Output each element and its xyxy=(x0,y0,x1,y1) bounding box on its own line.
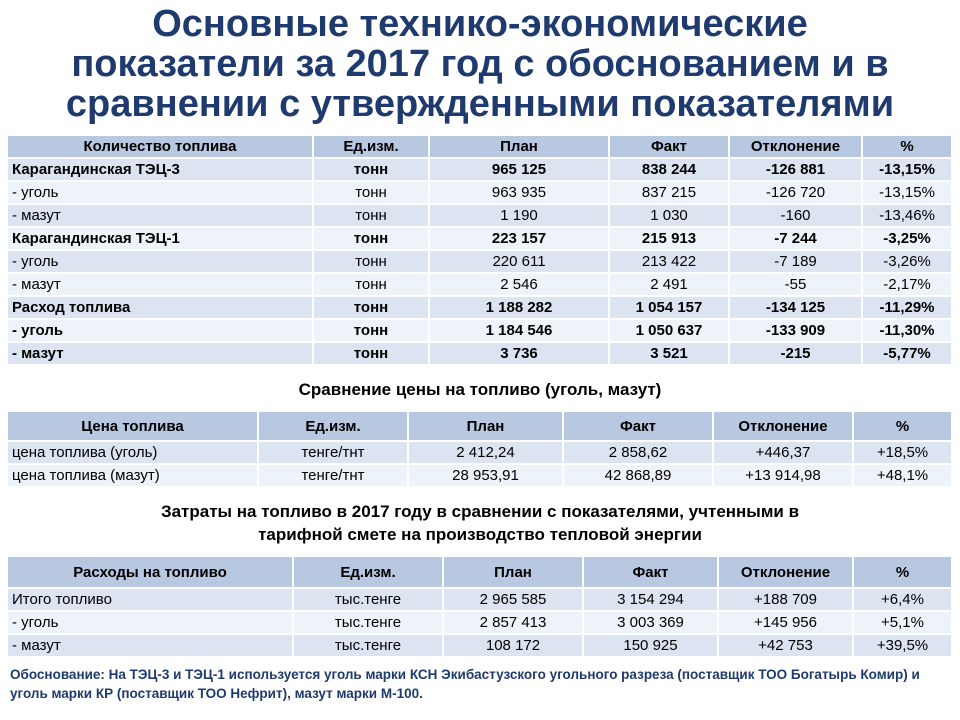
percent-cell: -11,29% xyxy=(862,296,952,319)
row-label: Итого топливо xyxy=(8,588,293,611)
header-cell: Факт xyxy=(563,412,713,441)
header-cell: Отклонение xyxy=(729,136,862,158)
table-row xyxy=(8,250,952,273)
plan-cell: 1 188 282 xyxy=(429,296,609,319)
fuel-costs-subtitle-line-2: тарифной смете на производство тепловой энергии xyxy=(258,525,702,544)
deviation-cell: -7 189 xyxy=(729,250,862,273)
row-label: - уголь xyxy=(8,611,293,634)
fuel-quantity-table xyxy=(8,136,953,366)
row-label: - мазут xyxy=(8,273,313,296)
table-row xyxy=(8,158,952,181)
unit-cell: тонн xyxy=(313,250,429,273)
table-row xyxy=(8,342,952,365)
deviation-cell: -160 xyxy=(729,204,862,227)
justification-note: Обоснование: На ТЭЦ-3 и ТЭЦ-1 используется уголь марки КСН Экибастузского угольного разреза (поставщик ТОО Богатырь Комир) и уголь марки КР (поставщик ТОО Нефрит), мазут марки М-100. xyxy=(10,667,920,701)
page-title xyxy=(0,4,960,124)
row-label: - уголь xyxy=(8,181,313,204)
deviation-cell: +13 914,98 xyxy=(713,464,853,487)
deviation-cell: -126 720 xyxy=(729,181,862,204)
title-line-2: показатели за 2017 год с обоснованием и в xyxy=(71,43,889,85)
fact-cell: 837 215 xyxy=(609,181,729,204)
table-row xyxy=(8,588,952,611)
deviation-cell: +145 956 xyxy=(718,611,853,634)
deviation-cell: +446,37 xyxy=(713,441,853,464)
header-cell: Ед.изм. xyxy=(258,412,408,441)
percent-cell: +39,5% xyxy=(853,634,952,657)
table-header-row xyxy=(8,557,952,588)
unit-cell: тыс.тенге xyxy=(293,611,443,634)
percent-cell: -3,25% xyxy=(862,227,952,250)
fuel-price-subtitle: Сравнение цены на топливо (уголь, мазут) xyxy=(298,380,662,399)
header-cell: Отклонение xyxy=(718,557,853,588)
fact-cell: 2 858,62 xyxy=(563,441,713,464)
plan-cell: 2 546 xyxy=(429,273,609,296)
fact-cell: 42 868,89 xyxy=(563,464,713,487)
unit-cell: тонн xyxy=(313,342,429,365)
header-cell: % xyxy=(853,412,952,441)
table-row xyxy=(8,273,952,296)
table-row xyxy=(8,441,952,464)
percent-cell: +5,1% xyxy=(853,611,952,634)
row-label: цена топлива (мазут) xyxy=(8,464,258,487)
percent-cell: -11,30% xyxy=(862,319,952,342)
fact-cell: 213 422 xyxy=(609,250,729,273)
header-cell: План xyxy=(408,412,563,441)
row-label: Карагандинская ТЭЦ-3 xyxy=(8,158,313,181)
fact-cell: 1 050 637 xyxy=(609,319,729,342)
fuel-costs-table xyxy=(8,557,953,658)
fact-cell: 838 244 xyxy=(609,158,729,181)
table-row xyxy=(8,181,952,204)
header-cell: Отклонение xyxy=(713,412,853,441)
plan-cell: 220 611 xyxy=(429,250,609,273)
plan-cell: 965 125 xyxy=(429,158,609,181)
plan-cell: 963 935 xyxy=(429,181,609,204)
fact-cell: 1 030 xyxy=(609,204,729,227)
table-header-row xyxy=(8,412,952,441)
unit-cell: тонн xyxy=(313,273,429,296)
header-cell: План xyxy=(429,136,609,158)
table-row xyxy=(8,319,952,342)
percent-cell: +6,4% xyxy=(853,588,952,611)
title-line-1: Основные технико-экономические xyxy=(152,3,808,45)
header-cell: Цена топлива xyxy=(8,412,258,441)
row-label: - мазут xyxy=(8,634,293,657)
fact-cell: 215 913 xyxy=(609,227,729,250)
table-row xyxy=(8,464,952,487)
unit-cell: тонн xyxy=(313,227,429,250)
plan-cell: 28 953,91 xyxy=(408,464,563,487)
deviation-cell: +188 709 xyxy=(718,588,853,611)
fuel-costs-subtitle xyxy=(0,500,960,546)
header-cell: % xyxy=(853,557,952,588)
plan-cell: 2 412,24 xyxy=(408,441,563,464)
row-label: Расход топлива xyxy=(8,296,313,319)
percent-cell: -13,46% xyxy=(862,204,952,227)
plan-cell: 223 157 xyxy=(429,227,609,250)
unit-cell: тонн xyxy=(313,181,429,204)
row-label: - уголь xyxy=(8,250,313,273)
fact-cell: 3 521 xyxy=(609,342,729,365)
unit-cell: тыс.тенге xyxy=(293,634,443,657)
plan-cell: 2 857 413 xyxy=(443,611,583,634)
header-cell: Факт xyxy=(583,557,718,588)
row-label: цена топлива (уголь) xyxy=(8,441,258,464)
header-cell: Расходы на топливо xyxy=(8,557,293,588)
percent-cell: -5,77% xyxy=(862,342,952,365)
header-cell: Факт xyxy=(609,136,729,158)
percent-cell: +18,5% xyxy=(853,441,952,464)
plan-cell: 3 736 xyxy=(429,342,609,365)
fact-cell: 1 054 157 xyxy=(609,296,729,319)
header-cell: План xyxy=(443,557,583,588)
table-row xyxy=(8,204,952,227)
row-label: - мазут xyxy=(8,204,313,227)
header-cell: Ед.изм. xyxy=(293,557,443,588)
table-row xyxy=(8,634,952,657)
table-header-row xyxy=(8,136,952,158)
deviation-cell: -215 xyxy=(729,342,862,365)
unit-cell: тенге/тнт xyxy=(258,441,408,464)
title-line-3: сравнении с утвержденными показателями xyxy=(65,83,895,125)
unit-cell: тенге/тнт xyxy=(258,464,408,487)
header-cell: Количество топлива xyxy=(8,136,313,158)
unit-cell: тонн xyxy=(313,296,429,319)
fact-cell: 2 491 xyxy=(609,273,729,296)
fuel-costs-subtitle-line-1: Затраты на топливо в 2017 году в сравнении с показателями, учтенными в xyxy=(160,502,800,521)
plan-cell: 1 184 546 xyxy=(429,319,609,342)
percent-cell: -2,17% xyxy=(862,273,952,296)
deviation-cell: -55 xyxy=(729,273,862,296)
percent-cell: -13,15% xyxy=(862,181,952,204)
deviation-cell: -133 909 xyxy=(729,319,862,342)
table-row xyxy=(8,296,952,319)
fact-cell: 3 154 294 xyxy=(583,588,718,611)
row-label: - уголь xyxy=(8,319,313,342)
row-label: - мазут xyxy=(8,342,313,365)
unit-cell: тыс.тенге xyxy=(293,588,443,611)
deviation-cell: -126 881 xyxy=(729,158,862,181)
deviation-cell: -134 125 xyxy=(729,296,862,319)
deviation-cell: -7 244 xyxy=(729,227,862,250)
header-cell: Ед.изм. xyxy=(313,136,429,158)
unit-cell: тонн xyxy=(313,319,429,342)
plan-cell: 1 190 xyxy=(429,204,609,227)
deviation-cell: +42 753 xyxy=(718,634,853,657)
fuel-price-table xyxy=(8,412,953,488)
fact-cell: 150 925 xyxy=(583,634,718,657)
header-cell: % xyxy=(862,136,952,158)
unit-cell: тонн xyxy=(313,204,429,227)
table-row xyxy=(8,611,952,634)
unit-cell: тонн xyxy=(313,158,429,181)
fact-cell: 3 003 369 xyxy=(583,611,718,634)
table-row xyxy=(8,227,952,250)
percent-cell: +48,1% xyxy=(853,464,952,487)
plan-cell: 108 172 xyxy=(443,634,583,657)
row-label: Карагандинская ТЭЦ-1 xyxy=(8,227,313,250)
percent-cell: -13,15% xyxy=(862,158,952,181)
percent-cell: -3,26% xyxy=(862,250,952,273)
plan-cell: 2 965 585 xyxy=(443,588,583,611)
